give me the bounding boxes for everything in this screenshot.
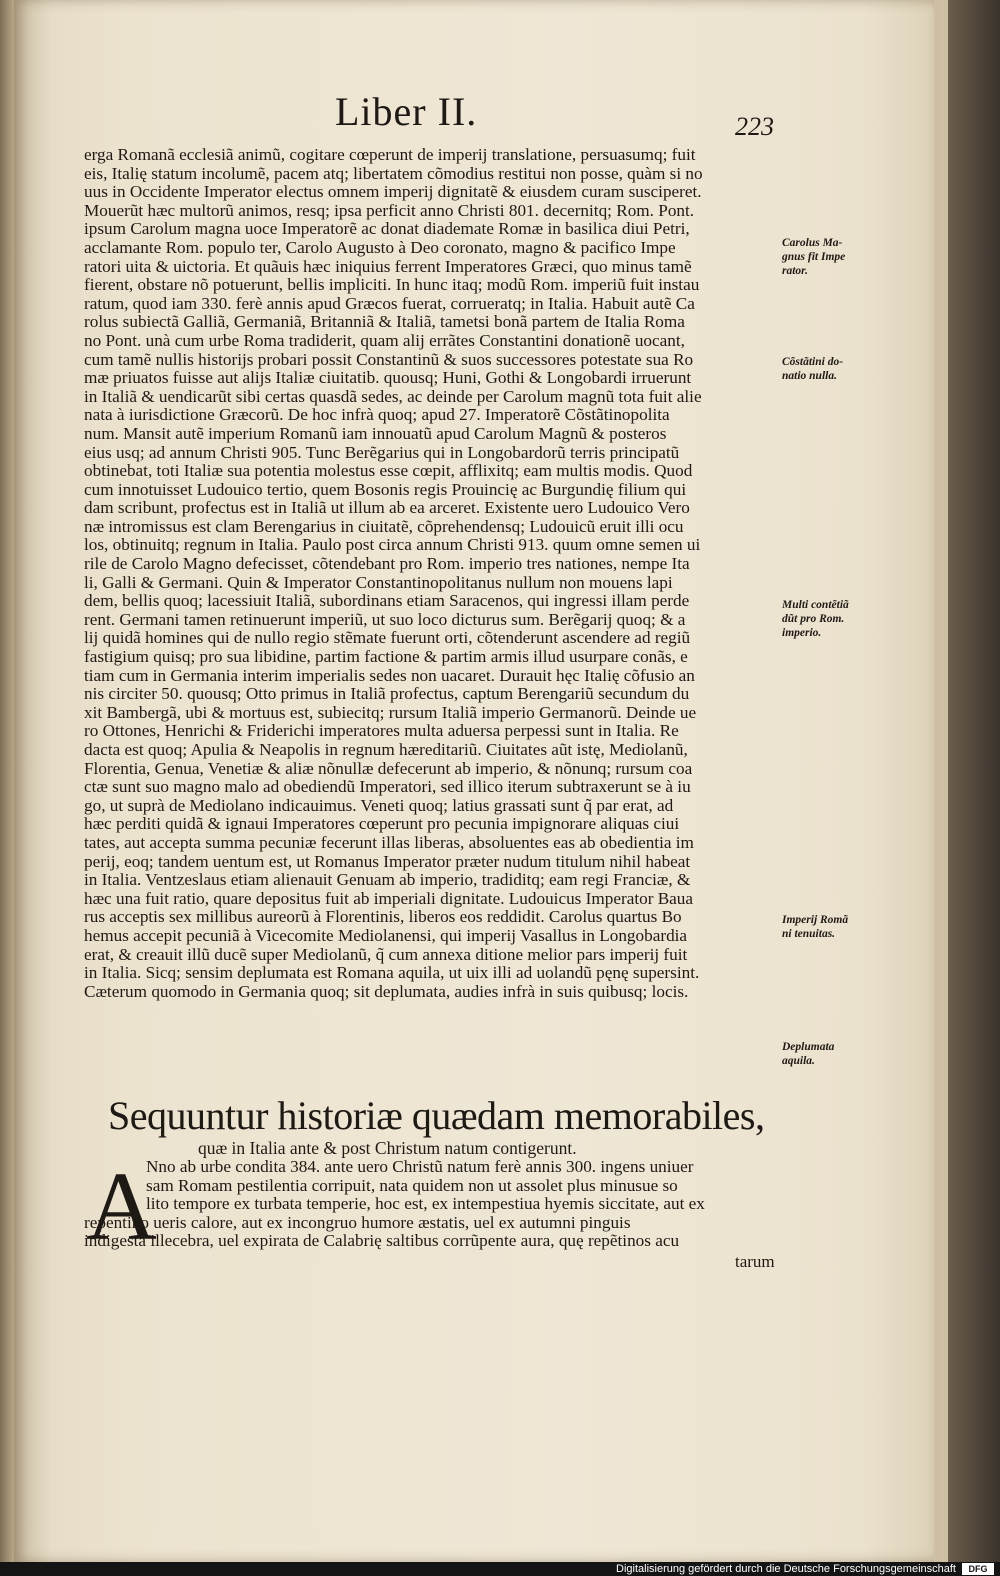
marginal-line: Cõstãtini do-: [782, 356, 844, 368]
section-text-line: sam Romam pestilentia corripuit, nata quidem non ut assolet plus minusue so: [146, 1175, 678, 1195]
section-text-line: lito tempore ex turbata temperie, hoc est, ex intempestiua hyemis siccitate, aut ex: [146, 1194, 705, 1214]
marginal-line: imperio.: [782, 627, 822, 639]
section-text-line: repentino ueris calore, aut ex incongruo humore æstatis, uel ex autumni pinguis: [84, 1212, 631, 1232]
text-line: xit Bambergã, ubi & mortuus est, subiecitq; rursum Italiã imperio Germanorũ. Deinde ue: [84, 702, 697, 722]
text-line: ratori uita & uictoria. Et quãuis hæc iniquius ferrent Imperatores Græci, quo minus tamẽ: [84, 256, 692, 276]
text-line: Mouerũt hæc multorũ animos, resq; ipsa perficit anno Christi 801. decernitq; Rom. Pont.: [84, 200, 695, 220]
marginal-line: Deplumata: [782, 1041, 835, 1053]
marginal-note-deplumata: [782, 1040, 834, 1068]
text-line: acclamante Rom. populo ter, Carolo Augusto à Deo coronato, magno & pacifico Impe: [84, 237, 676, 257]
text-line: obtinebat, toti Italiæ sua potentia molestus esse cœpit, afflixitq; eam multis modis. Quod: [84, 461, 693, 481]
text-line: li, Galli & Germani. Quin & Imperator Constantinopolitanus nullum non mouens lapi: [84, 572, 673, 592]
facing-page-edge: [0, 0, 14, 1562]
text-line: rile de Carolo Magno defecisset, cõtendebant pro Rom. imperio tres nationes, nempe Ita: [84, 554, 690, 574]
text-line: dacta est quoq; Apulia & Neapolis in regnum hæreditariũ. Ciuitates aũt istę, Mediolanũ,: [84, 740, 688, 759]
text-line: hæc una fuit ratio, quare depositus fuit ab imperiali dignitate. Ludouicus Imperator Baua: [84, 888, 694, 908]
text-line: dem, bellis quoq; lacessiuit Italiã, subordinans etiam Saracenos, qui ingressi illam perde: [84, 591, 690, 611]
text-line: go, ut suprà de Mediolano indicauimus. Veneti quoq; latius grassati sunt q̃ par erat, ad: [84, 795, 674, 815]
marginal-line: ni tenuitas.: [782, 928, 836, 940]
text-line: tiam cum in Germania interim imperialis sedes non uacaret. Durauit hęc Italię cõfusio an: [84, 665, 695, 685]
text-line: cum innotuisset Ludouico tertio, quem Bosonis regis Prouincię ac Burgundię filium qui: [84, 479, 687, 499]
marginal-line: Multi contẽtiã: [782, 599, 849, 611]
text-line: nis circiter 50. quousq; Otto primus in Italiã profectus, captum Berengariũ secundum du: [84, 684, 690, 704]
marginal-note-constantini: [782, 355, 843, 383]
text-line: rus acceptis sex millibus aureorũ à Florentinis, liberos eos reddidit. Carolus quartus Bo: [84, 907, 682, 927]
marginal-line: dũt pro Rom.: [782, 613, 845, 625]
marginal-line: rator.: [782, 265, 808, 277]
text-line: næ intromissus est clam Berengarius in ciuitatẽ, cõprehendensq; Ludouicũ eruit illi ocu: [84, 516, 684, 536]
text-line: in Italia. Ventzeslaus etiam alienauit Genuam ab imperio, tradiditq; eam regi Franciæ, &: [84, 870, 691, 890]
marginal-line: natio nulla.: [782, 370, 837, 382]
text-line: in Italia. Sicq; sensim deplumata est Romana aquila, ut uix illi ad uolandũ pęnę supersint.: [84, 963, 700, 983]
section-text-line: indigesta illecebra, uel expirata de Calabrię saltibus corrũpente aura, quę repẽtinos acu: [84, 1231, 680, 1251]
text-line: erga Romanã ecclesiã animũ, cogitare cœperunt de imperij translatione, persuasumq; fuit: [84, 145, 696, 164]
running-head: Liber II.: [335, 89, 478, 134]
catchword: tarum: [735, 1252, 775, 1271]
text-line: Florentia, Genua, Venetiæ & aliæ nõnullæ defecerunt ab imperio, & nõnunq; rursum coa: [84, 758, 693, 778]
section-text-block: [84, 1158, 776, 1251]
text-line: ctæ sunt suo magno malo ad obediendũ Imperatori, sed illico iterum subtraxerunt se à iu: [84, 777, 691, 797]
marginal-line: gnus fit Impe: [782, 251, 846, 263]
text-line: hæc perditi quidã & ignaui Imperatores cœperunt pro pecunia impignorare aliquas ciui: [84, 814, 680, 834]
marginal-line: aquila.: [782, 1055, 815, 1067]
text-line: in Italiã & uendicarũt sibi certas quasdã sedes, ac deinde per Carolum magnũ tota fuit alie: [84, 386, 702, 406]
main-text-block: [84, 146, 776, 1001]
text-line: mæ priuatos fuisse aut alijs Italiæ ciuitatib. quousq; Huni, Gothi & Longobardi irruerunt: [84, 368, 692, 388]
text-line: dam scribunt, profectus est in Italiã ut illum ab ea arceret. Existente uero Ludouico Vero: [84, 498, 690, 518]
text-line: nata à iurisdictione Græcorũ. De hoc infrà quoq; apud 27. Imperatorẽ Cõstãtinopolita: [84, 405, 670, 425]
text-line: rent. Germani tamen retinuerunt imperiũ, ut suo loco dicturus sum. Berẽgarij quoq; & a: [84, 609, 686, 629]
text-line: fastigium quisq; pro sua libidine, partim factione & partim armis illud usurpare conãs, e: [84, 647, 688, 667]
text-line: ipsum Carolum magna uoce Imperatorẽ ac donat diademate Romæ in basilica diui Petri,: [84, 219, 690, 239]
drop-cap: A: [86, 1153, 157, 1261]
text-line: los, obtinuitq; regnum in Italia. Paulo post circa annum Christi 913. quum omne semen ui: [84, 535, 701, 555]
section-subheading: quæ in Italia ante & post Christum natum contigerunt.: [198, 1138, 577, 1158]
text-line: lij quidã homines qui de nullo regio stẽmate fuerunt orti, cõtenderunt ascendere ad regiũ: [84, 628, 691, 648]
text-line: tates, aut accepta summa pecuniæ fecerunt illas liberas, absoluentes eas ab obedientia im: [84, 832, 694, 852]
text-line: ro Ottones, Henrichi & Friderichi imperatores multa aduersa perpessi sunt in Italia. Re: [84, 721, 679, 741]
text-line: eis, Italię statum incolumẽ, pacem atq; libertatem cõmodius restitui non posse, quàm si no: [84, 163, 703, 183]
dfg-logo: DFG: [962, 1563, 994, 1575]
page-number: 223: [735, 112, 774, 141]
text-line: hemus accepit pecuniã à Vicecomite Mediolanensi, qui imperij Vasallus in Longobardia: [84, 925, 688, 945]
text-line: uus in Occidente Imperator electus omnem imperij dignitatẽ & eiusdem curam susciperet.: [84, 182, 702, 202]
section-heading: Sequuntur historiæ quædam memorabiles,: [108, 1093, 765, 1138]
footer-credit: Digitalisierung gefördert durch die Deutsche Forschungsgemeinschaft: [616, 1563, 956, 1575]
marginal-note-carolus: [782, 236, 845, 278]
page-fore-edge: [934, 0, 948, 1562]
text-line: perij, eoq; tandem uentum est, ut Romanus Imperator præter nudum titulum nihil habeat: [84, 851, 691, 871]
text-line: num. Mansit autẽ imperium Romanũ iam innouatũ apud Carolum Magnũ & posteros: [84, 423, 667, 443]
text-line: fierent, obstare nõ potuerunt, bellis impliciti. In hunc itaq; modũ Rom. imperiũ fuit instau: [84, 275, 700, 295]
text-line: ratum, quod iam 330. ferè annis apud Græcos fuerat, corrueratq; in Italia. Habuit autẽ Ca: [84, 293, 695, 313]
text-line: cum tamẽ nullis historijs probari possit Constantinũ & suos successores potestate sua Ro: [84, 349, 694, 369]
text-line: Cæterum quomodo in Germania quoq; sit deplumata, audies infrà in suis quibusq; locis.: [84, 981, 689, 1001]
marginal-note-imperij: [782, 913, 848, 941]
book-binding-edge: [948, 0, 1000, 1562]
marginal-line: Carolus Ma-: [782, 237, 843, 249]
text-line: eius usq; ad annum Christi 905. Tunc Berẽgarius qui in Longobardorũ terris principatũ: [84, 442, 680, 462]
section-text-line: Nno ab urbe condita 384. ante uero Christũ natum ferè annis 300. ingens uniuer: [146, 1157, 694, 1176]
marginal-note-multi: [782, 598, 849, 640]
text-line: rolus subiectã Galliã, Germaniã, Britanniã & Italiã, tametsi bonã partem de Italia Roma: [84, 312, 685, 332]
marginal-line: Imperij Romã: [782, 914, 849, 926]
text-line: no Pont. unà cum urbe Roma tradiderit, quam alij errãtes Constantini donationẽ uocant,: [84, 330, 685, 350]
text-line: erat, & creauit illũ ducẽ super Mediolanũ, q̃ cum annexa ditione melior pars imperij fuit: [84, 944, 688, 964]
